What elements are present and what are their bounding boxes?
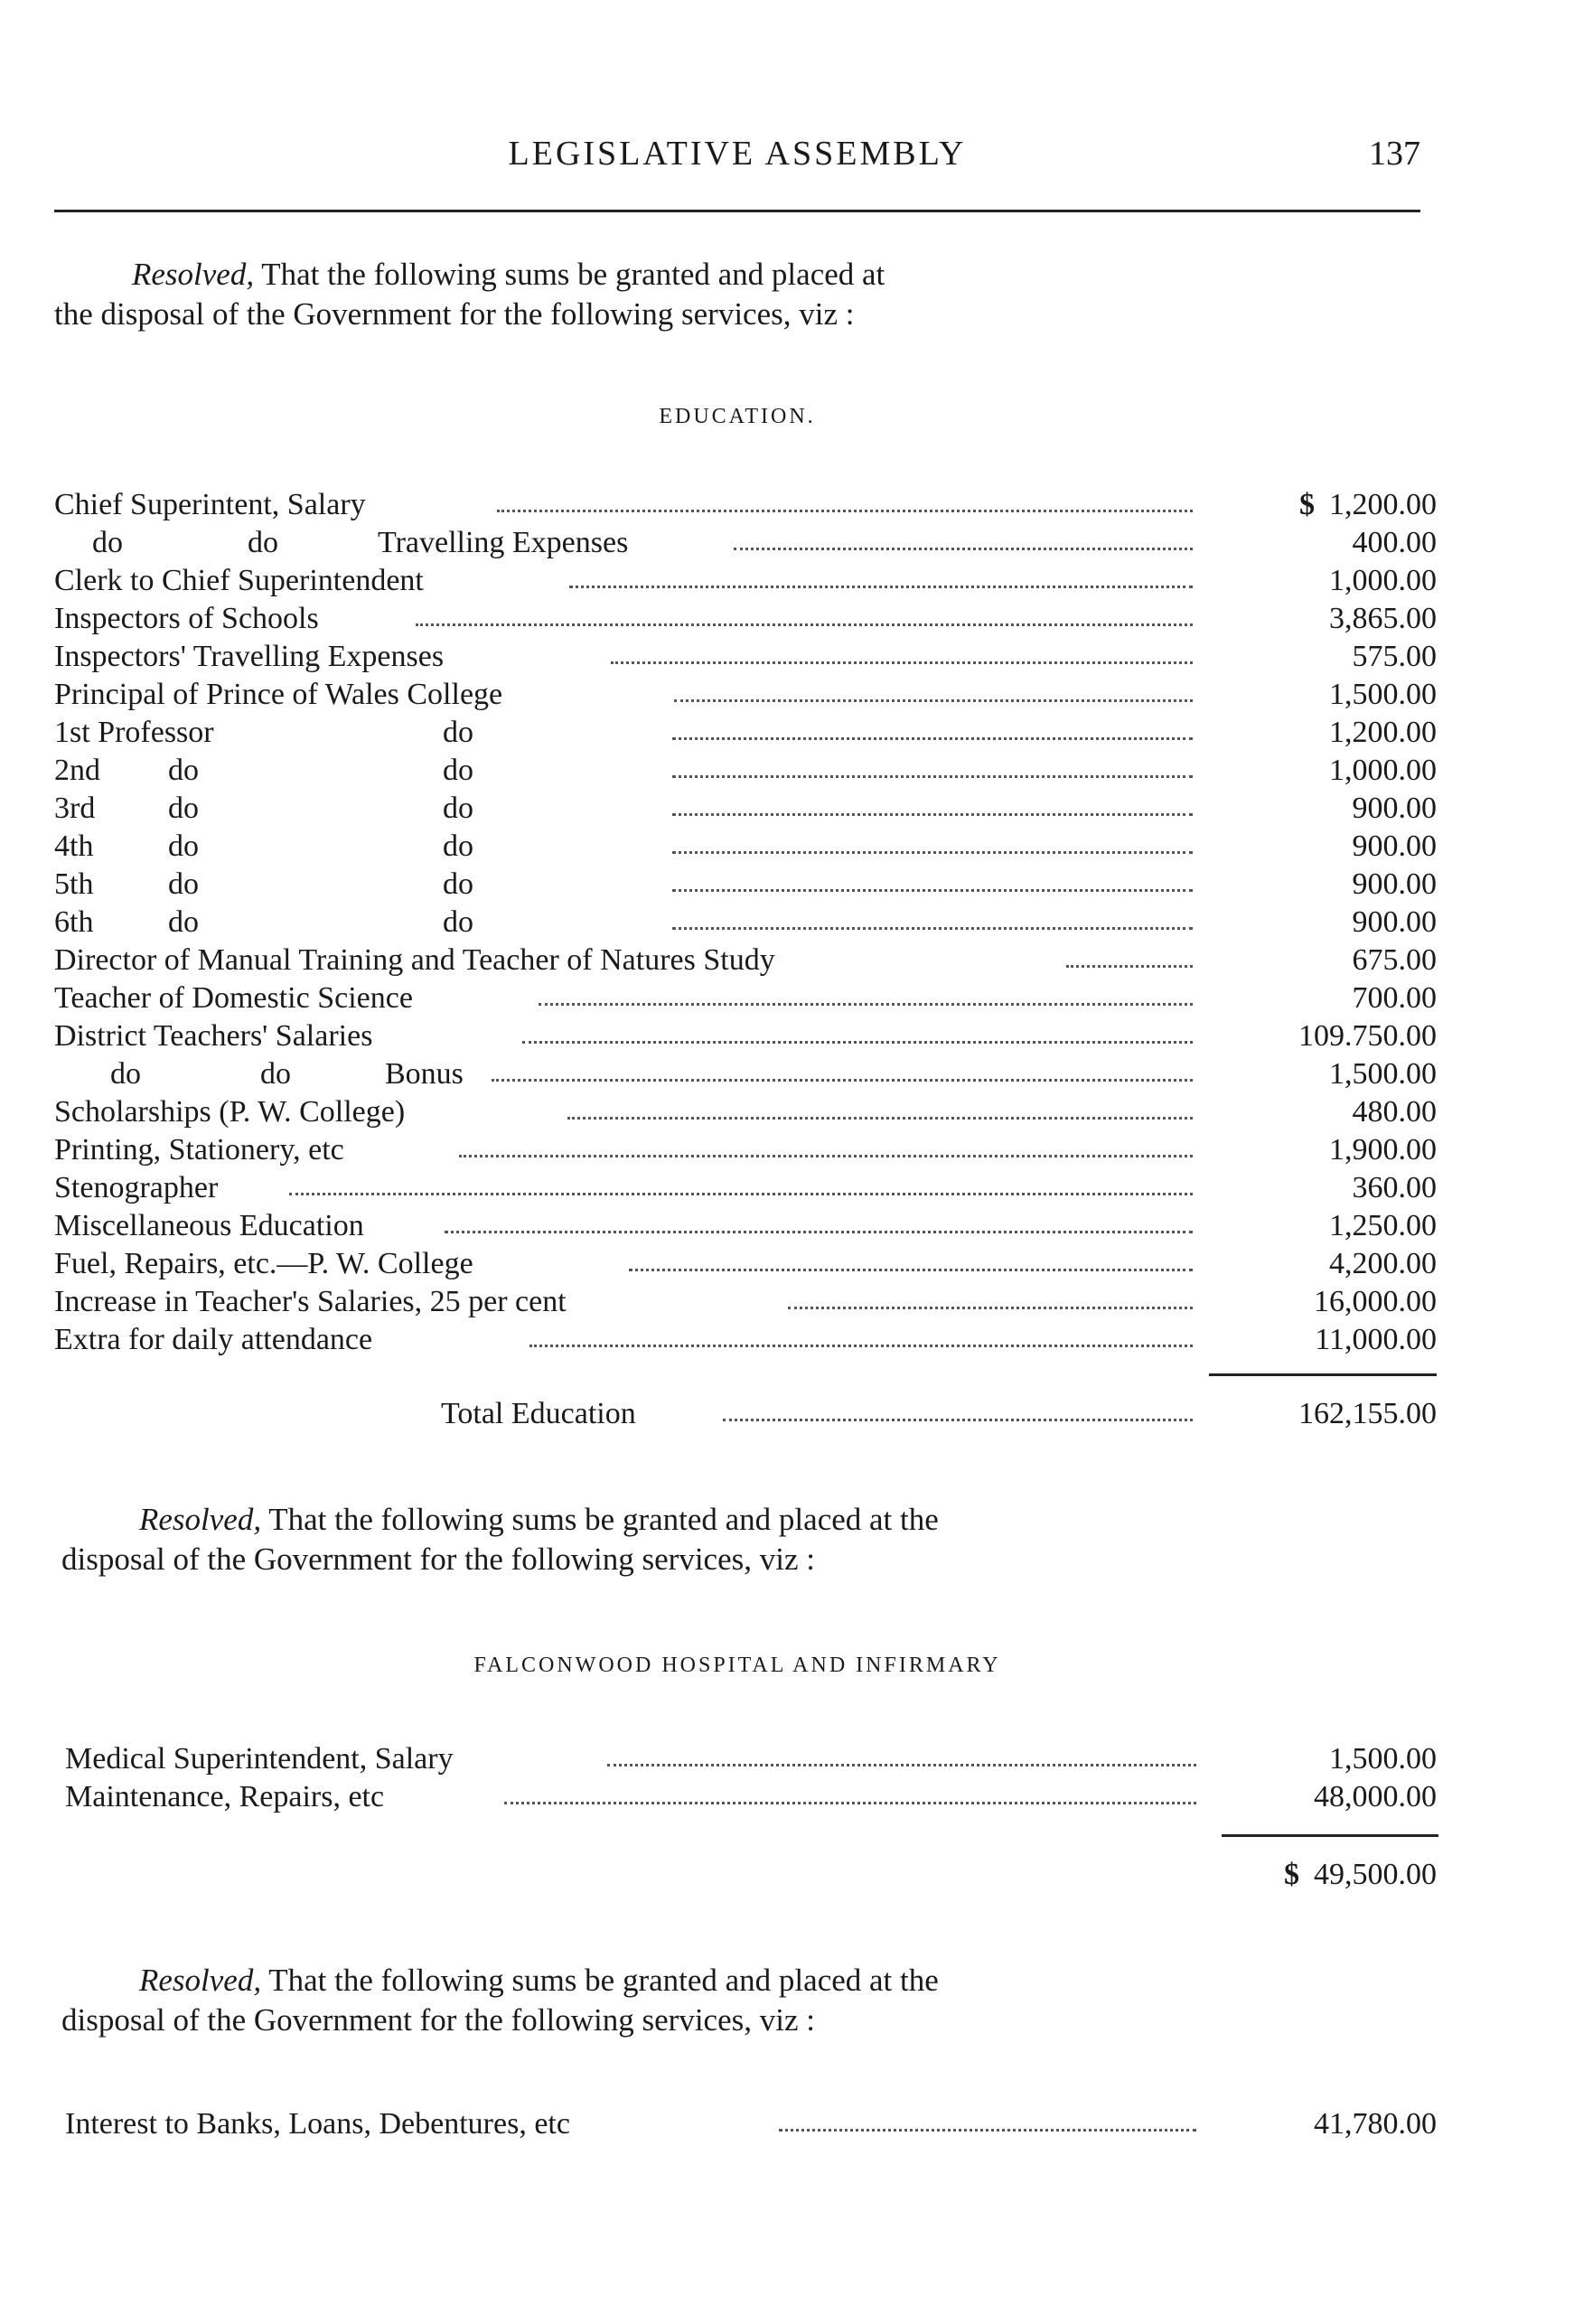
dot-leader <box>734 548 1193 550</box>
item-amount: 900.00 <box>1352 905 1437 939</box>
item-label: Miscellaneous Education <box>54 1209 364 1242</box>
ledger-row <box>54 486 1437 524</box>
resolution-line: the disposal of the Government for the following services, viz : <box>54 296 855 332</box>
item-amount: 1,500.00 <box>1329 1057 1437 1091</box>
item-label: Clerk to Chief Superintendent <box>54 564 424 597</box>
item-amount: 900.00 <box>1352 792 1437 825</box>
dot-leader <box>1066 965 1193 968</box>
ledger-row <box>54 638 1437 676</box>
resolution-line: That the following sums be granted and placed at the <box>268 1963 939 1998</box>
item-label: Extra for daily attendance <box>54 1323 373 1356</box>
item-label: Chief Superintent, Salary <box>54 488 366 521</box>
ledger-row <box>54 1131 1437 1169</box>
item-label-tail: Bonus <box>385 1057 464 1091</box>
item-amount: 900.00 <box>1352 829 1437 863</box>
item-label: Stenographer <box>54 1171 219 1204</box>
item-label: Printing, Stationery, etc <box>54 1133 344 1167</box>
dot-leader <box>611 661 1193 664</box>
item-label: 4th <box>54 829 94 863</box>
item-label-mid: do <box>168 754 199 787</box>
header-rule <box>54 210 1420 212</box>
item-amount: 3,865.00 <box>1329 602 1437 635</box>
ledger-row <box>54 1245 1437 1283</box>
ledger-row <box>54 1017 1437 1055</box>
ledger-row <box>54 752 1437 790</box>
resolution-paragraph <box>61 1500 1417 1579</box>
ledger-row <box>54 904 1437 942</box>
item-amount: 675.00 <box>1352 943 1437 977</box>
item-label-mid: do <box>248 526 278 559</box>
ledger-row <box>54 600 1437 638</box>
dot-leader <box>607 1764 1196 1766</box>
dot-leader <box>672 775 1193 778</box>
ledger-row <box>54 714 1437 752</box>
total-amount: $ 49,500.00 <box>1284 1858 1437 1891</box>
item-amount: 480.00 <box>1352 1095 1437 1129</box>
item-label-mid: do <box>260 1057 291 1091</box>
item-label: Increase in Teacher's Salaries, 25 per cent <box>54 1285 567 1318</box>
dot-leader <box>779 2129 1196 2132</box>
item-label-col2: do <box>443 905 473 939</box>
dot-leader <box>529 1345 1193 1347</box>
item-amount: 1,000.00 <box>1329 754 1437 787</box>
item-amount: 1,250.00 <box>1329 1209 1437 1242</box>
dot-leader <box>539 1003 1193 1006</box>
ledger-row <box>54 942 1437 979</box>
item-label: Medical Superintendent, Salary <box>65 1742 454 1776</box>
total-row <box>54 1395 1437 1433</box>
resolved-word: Resolved, <box>139 1963 262 1998</box>
resolution-line: That the following sums be granted and placed at <box>261 257 885 292</box>
item-label: 5th <box>54 867 94 901</box>
item-label: Inspectors' Travelling Expenses <box>54 640 445 673</box>
item-label: District Teachers' Salaries <box>54 1019 373 1053</box>
item-label: Fuel, Repairs, etc.—P. W. College <box>54 1247 473 1280</box>
dot-leader <box>788 1307 1193 1309</box>
item-amount: 1,200.00 <box>1329 716 1437 749</box>
page-header <box>54 134 1420 188</box>
dot-leader <box>416 623 1193 626</box>
ledger-row <box>65 1778 1437 1816</box>
item-amount: 16,000.00 <box>1314 1285 1437 1318</box>
resolution-line: disposal of the Government for the following services, viz : <box>61 1542 815 1577</box>
resolution-paragraph <box>61 1961 1417 2040</box>
ledger-row <box>54 1055 1437 1093</box>
section-title-education: EDUCATION. <box>659 405 816 428</box>
dot-leader <box>672 927 1193 930</box>
resolved-word: Resolved, <box>132 257 255 292</box>
dot-leader <box>445 1231 1193 1233</box>
item-label-mid: do <box>168 829 199 863</box>
dot-leader <box>504 1802 1196 1804</box>
total-amount: 162,155.00 <box>1298 1397 1437 1430</box>
ledger-row <box>54 866 1437 904</box>
total-rule <box>1222 1834 1438 1837</box>
item-amount: 41,780.00 <box>1314 2107 1437 2141</box>
ledger-row <box>54 1093 1437 1131</box>
item-label: Interest to Banks, Loans, Debentures, etc <box>65 2107 570 2141</box>
ledger-row <box>54 1169 1437 1207</box>
dot-leader <box>674 699 1193 702</box>
item-label: do <box>110 1057 141 1091</box>
item-amount: 400.00 <box>1352 526 1437 559</box>
dot-leader <box>723 1419 1193 1421</box>
dot-leader <box>459 1155 1193 1157</box>
section-title-hospital: FALCONWOOD HOSPITAL AND INFIRMARY <box>473 1654 1001 1677</box>
ledger-row <box>54 1207 1437 1245</box>
item-amount: 11,000.00 <box>1315 1323 1437 1356</box>
ledger-row <box>54 828 1437 866</box>
item-amount: 1,500.00 <box>1329 678 1437 711</box>
item-amount: 360.00 <box>1352 1171 1437 1204</box>
dot-leader <box>289 1193 1193 1195</box>
total-row <box>65 1856 1437 1894</box>
resolution-paragraph <box>54 255 1410 334</box>
ledger-row <box>54 676 1437 714</box>
item-label: Scholarships (P. W. College) <box>54 1095 406 1129</box>
item-amount: 4,200.00 <box>1329 1247 1437 1280</box>
item-amount: 48,000.00 <box>1314 1780 1437 1813</box>
item-label-mid: do <box>168 867 199 901</box>
ledger-row <box>54 1321 1437 1359</box>
ledger-row <box>54 524 1437 562</box>
running-title: LEGISLATIVE ASSEMBLY <box>508 135 967 173</box>
item-label-tail: Travelling Expenses <box>378 526 629 559</box>
ledger-row <box>54 1283 1437 1321</box>
item-amount: 575.00 <box>1352 640 1437 673</box>
item-label: 1st Professor <box>54 716 214 749</box>
dot-leader <box>492 1079 1193 1082</box>
dot-leader <box>497 510 1193 512</box>
item-label: 6th <box>54 905 94 939</box>
dot-leader <box>522 1041 1193 1044</box>
item-label: Principal of Prince of Wales College <box>54 678 503 711</box>
dot-leader <box>672 851 1193 854</box>
item-amount: $ 1,200.00 <box>1299 488 1437 521</box>
dot-leader <box>567 1117 1193 1120</box>
item-label-mid: do <box>168 905 199 939</box>
item-label: Director of Manual Training and Teacher of Natures Study <box>54 943 775 977</box>
dot-leader <box>672 889 1193 892</box>
ledger-row <box>54 790 1437 828</box>
item-label: do <box>92 526 123 559</box>
resolution-line: That the following sums be granted and placed at the <box>268 1502 939 1537</box>
item-amount: 109.750.00 <box>1298 1019 1437 1053</box>
item-amount: 1,900.00 <box>1329 1133 1437 1167</box>
currency-symbol: $ <box>1284 1858 1299 1891</box>
item-label-col2: do <box>443 792 473 825</box>
ledger-row <box>65 2105 1437 2143</box>
ledger-row <box>54 979 1437 1017</box>
item-label: Maintenance, Repairs, etc <box>65 1780 385 1813</box>
item-amount: 1,000.00 <box>1329 564 1437 597</box>
item-label: Inspectors of Schools <box>54 602 319 635</box>
item-label-mid: do <box>168 792 199 825</box>
resolution-line: disposal of the Government for the following services, viz : <box>61 2002 815 2038</box>
ledger-row <box>65 1740 1437 1778</box>
item-label-col2: do <box>443 716 473 749</box>
resolved-word: Resolved, <box>139 1502 262 1537</box>
dot-leader <box>672 813 1193 816</box>
item-amount: 1,500.00 <box>1329 1742 1437 1776</box>
ledger-row <box>54 562 1437 600</box>
item-label: 3rd <box>54 792 96 825</box>
dot-leader <box>672 737 1193 740</box>
item-label-col2: do <box>443 829 473 863</box>
item-label: Teacher of Domestic Science <box>54 981 413 1015</box>
item-label-col2: do <box>443 754 473 787</box>
item-label-col2: do <box>443 867 473 901</box>
dot-leader <box>569 586 1193 588</box>
total-label: Total Education <box>441 1397 636 1430</box>
item-amount: 900.00 <box>1352 867 1437 901</box>
currency-symbol: $ <box>1299 488 1315 521</box>
total-rule <box>1209 1373 1437 1376</box>
dot-leader <box>629 1269 1193 1271</box>
item-amount: 700.00 <box>1352 981 1437 1015</box>
item-label: 2nd <box>54 754 100 787</box>
page-number: 137 <box>1369 135 1420 173</box>
